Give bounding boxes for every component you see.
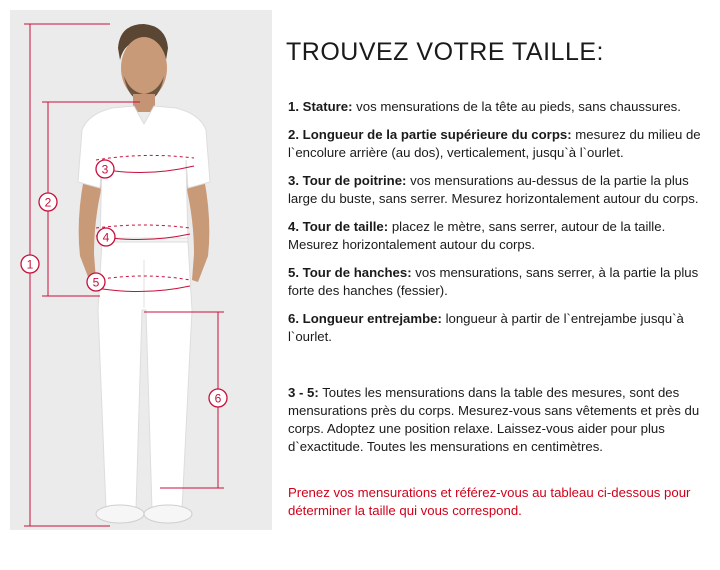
note-text: Toutes les mensurations dans la table des mesures, sont des mensurations près du corps. Mesurez-vous sans vêtements et près du corps. Adoptez une position relaxe. Laissez-vous aider pour plus d`exactitude. Toutes les mensurations en centimètres. xyxy=(288,385,700,454)
instruction-item xyxy=(288,172,710,208)
instruction-item xyxy=(288,126,710,162)
marker-3-label: 3 xyxy=(101,162,109,177)
instruction-item xyxy=(288,98,710,116)
instruction-text: longueur à partir de l`entrejambe jusqu`à l`ourlet. xyxy=(288,311,684,344)
instruction-label: Longueur entrejambe: xyxy=(302,311,442,326)
instruction-label: Tour de hanches: xyxy=(302,265,412,280)
instruction-item xyxy=(288,264,710,300)
instruction-number: 5. xyxy=(288,265,299,280)
page-title: TROUVEZ VOTRE TAILLE: xyxy=(286,38,604,66)
marker-3 xyxy=(96,160,114,178)
measurement-figure-panel xyxy=(10,10,272,530)
instruction-item xyxy=(288,218,710,254)
instruction-label: Stature: xyxy=(302,99,353,114)
measurement-note xyxy=(288,384,710,456)
instruction-label: Tour de poitrine: xyxy=(302,173,407,188)
marker-4 xyxy=(97,228,115,246)
marker-4-label: 4 xyxy=(102,230,110,245)
marker-6-label: 6 xyxy=(214,391,222,406)
instruction-number: 2. xyxy=(288,127,299,142)
model-illustration xyxy=(10,10,272,530)
marker-2 xyxy=(39,193,57,211)
instruction-text: placez le mètre, sans serrer, autour de la taille. Mesurez horizontalement autour du corps. xyxy=(288,219,666,252)
instruction-text: vos mensurations au-dessus de la partie la plus large du buste, sans serrer. Mesurez horizontalement autour du corps. xyxy=(288,173,699,206)
instruction-text: vos mensurations, sans serrer, à la partie la plus forte des hanches (fessier). xyxy=(288,265,699,298)
instruction-list xyxy=(288,98,710,356)
marker-5 xyxy=(87,273,105,291)
instruction-text: mesurez du milieu de l`encolure arrière (au dos), verticalement, jusqu`à l`ourlet. xyxy=(288,127,701,160)
instruction-number: 4. xyxy=(288,219,299,234)
marker-5-label: 5 xyxy=(92,275,100,290)
instruction-item xyxy=(288,310,710,346)
instruction-number: 6. xyxy=(288,311,299,326)
note-label: 3 - 5: xyxy=(288,385,319,400)
instruction-number: 3. xyxy=(288,173,299,188)
instruction-text: vos mensurations de la tête au pieds, sans chaussures. xyxy=(356,99,681,114)
instruction-label: Longueur de la partie supérieure du corps: xyxy=(302,127,572,142)
instruction-number: 1. xyxy=(288,99,299,114)
marker-1 xyxy=(21,255,39,273)
size-table-reference-note: Prenez vos mensurations et référez-vous au tableau ci-dessous pour déterminer la taille qui vous correspond. xyxy=(288,485,691,518)
instruction-label: Tour de taille: xyxy=(302,219,389,234)
marker-6 xyxy=(209,389,227,407)
marker-2-label: 2 xyxy=(44,195,52,210)
marker-1-label: 1 xyxy=(26,257,34,272)
